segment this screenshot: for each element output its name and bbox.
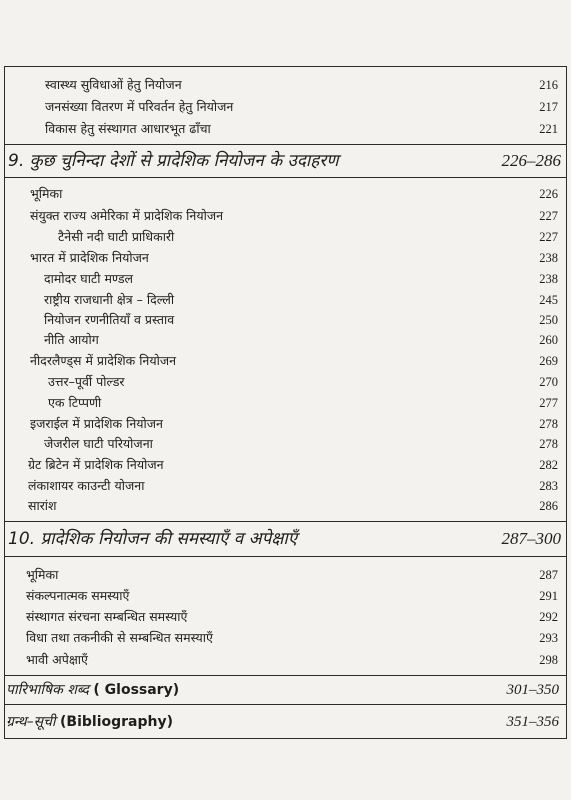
toc-entry-label: नीति आयोग (44, 332, 99, 347)
chapter-page-range: 226–286 (501, 151, 561, 170)
chapter-divider-rule (4, 177, 567, 178)
toc-page-number: 298 (539, 653, 558, 667)
toc-entry-label: ग्रेट ब्रिटेन में प्रादेशिक नियोजन (28, 457, 164, 472)
chapter-10-heading (0, 524, 571, 554)
toc-row (0, 393, 571, 413)
toc-page-number: 226 (539, 187, 558, 201)
toc-entry-label: नीदरलैण्ड्स में प्रादेशिक नियोजन (30, 353, 177, 368)
glossary-title (6, 678, 179, 702)
toc-page-number: 278 (539, 417, 558, 431)
toc-row (0, 650, 571, 670)
bibliography-title (6, 710, 173, 734)
glossary-heading (0, 678, 571, 702)
toc-entry-label: संस्थागत संरचना सम्बन्धित समस्याएँ (26, 609, 188, 624)
toc-row (0, 586, 571, 606)
chapter-9-heading (0, 146, 571, 176)
toc-entry-label: नियोजन रणनीतियाँ व प्रस्ताव (44, 312, 175, 327)
toc-entry-label: भूमिका (30, 186, 63, 201)
toc-page-number: 245 (539, 293, 558, 307)
toc-row (0, 119, 571, 139)
toc-page-number: 287 (539, 568, 558, 582)
toc-page-number: 227 (539, 230, 558, 244)
toc-row (0, 351, 571, 371)
toc-page-number: 292 (539, 610, 558, 624)
toc-row (0, 330, 571, 350)
chapter-title: 9. कुछ चुनिन्दा देशों से प्रादेशिक नियोजन के उदाहरण (8, 151, 339, 171)
toc-page-number: 269 (539, 354, 558, 368)
toc-row (0, 248, 571, 268)
toc-page-number: 260 (539, 333, 558, 347)
toc-row (0, 310, 571, 330)
toc-row (0, 628, 571, 648)
toc-page-number: 238 (539, 251, 558, 265)
toc-entry-label: जेजरील घाटी परियोजना (44, 436, 153, 451)
toc-row (0, 290, 571, 310)
toc-page-number: 250 (539, 313, 558, 327)
toc-row (0, 496, 571, 516)
toc-row (0, 455, 571, 475)
glossary-hindi-label: पारिभाषिक शब्द (6, 682, 89, 698)
toc-row (0, 434, 571, 454)
toc-page-number: 291 (539, 589, 558, 603)
toc-row (0, 372, 571, 392)
toc-page-number: 227 (539, 209, 558, 223)
toc-entry-label: इजराईल में प्रादेशिक नियोजन (30, 416, 163, 431)
glossary-english-label: ( Glossary) (93, 682, 180, 698)
chapter-divider-rule (4, 144, 567, 145)
toc-entry-label: राष्ट्रीय राजधानी क्षेत्र – दिल्ली (44, 292, 175, 307)
toc-entry-label: उत्तर–पूर्वी पोल्डर (48, 374, 125, 389)
toc-entry-label: टैनेसी नदी घाटी प्राधिकारी (58, 229, 175, 244)
toc-row (0, 227, 571, 247)
toc-page-number: 238 (539, 272, 558, 286)
toc-page-number: 217 (539, 100, 558, 114)
toc-entry-label: विधा तथा तकनीकी से सम्बन्धित समस्याएँ (26, 630, 213, 645)
toc-entry-label: भूमिका (26, 567, 59, 582)
toc-entry-label: दामोदर घाटी मण्डल (44, 271, 134, 286)
toc-page-number: 270 (539, 375, 558, 389)
toc-entry-label: सारांश (28, 498, 57, 513)
chapter-divider-rule (4, 556, 567, 557)
toc-page-number: 278 (539, 437, 558, 451)
toc-page-number: 283 (539, 479, 558, 493)
toc-row (0, 206, 571, 226)
toc-row (0, 565, 571, 585)
toc-entry-label: स्वास्थ्य सुविधाओं हेतु नियोजन (45, 77, 182, 92)
toc-entry-label: लंकाशायर काउन्टी योजना (28, 478, 145, 493)
toc-row (0, 414, 571, 434)
bottom-border-rule (4, 738, 567, 739)
toc-page-number: 286 (539, 499, 558, 513)
toc-entry-label: भारत में प्रादेशिक नियोजन (30, 250, 149, 265)
toc-row (0, 607, 571, 627)
toc-row (0, 97, 571, 117)
glossary-page-range: 301–350 (506, 682, 559, 698)
toc-page-number: 282 (539, 458, 558, 472)
toc-page-number: 277 (539, 396, 558, 410)
toc-entry-label: भावी अपेक्षाएँ (26, 652, 88, 667)
toc-entry-label: विकास हेतु संस्थागत आधारभूत ढाँचा (45, 121, 211, 136)
bibliography-english-label: (Bibliography) (60, 714, 174, 730)
toc-row (0, 75, 571, 95)
bibliography-hindi-label: ग्रन्थ–सूची (6, 714, 56, 730)
toc-row (0, 269, 571, 289)
toc-page-number: 221 (539, 122, 558, 136)
chapter-divider-rule (4, 521, 567, 522)
chapter-title: 10. प्रादेशिक नियोजन की समस्याएँ व अपेक्षाएँ (8, 529, 298, 549)
top-border-rule (4, 66, 567, 67)
toc-entry-label: संकल्पनात्मक समस्याएँ (26, 588, 130, 603)
section-divider-rule (4, 704, 567, 705)
bibliography-heading (0, 710, 571, 734)
toc-page-number: 216 (539, 78, 558, 92)
toc-entry-label: एक टिप्पणी (48, 395, 102, 410)
toc-entry-label: संयुक्त राज्य अमेरिका में प्रादेशिक नियोजन (30, 208, 224, 223)
bibliography-page-range: 351–356 (506, 714, 559, 730)
toc-entry-label: जनसंख्या वितरण में परिवर्तन हेतु नियोजन (45, 99, 234, 114)
chapter-page-range: 287–300 (501, 529, 561, 548)
right-border-line (566, 66, 567, 738)
left-border-line (4, 66, 5, 738)
toc-row (0, 476, 571, 496)
toc-page-number: 293 (539, 631, 558, 645)
section-divider-rule (4, 675, 567, 676)
toc-row (0, 184, 571, 204)
